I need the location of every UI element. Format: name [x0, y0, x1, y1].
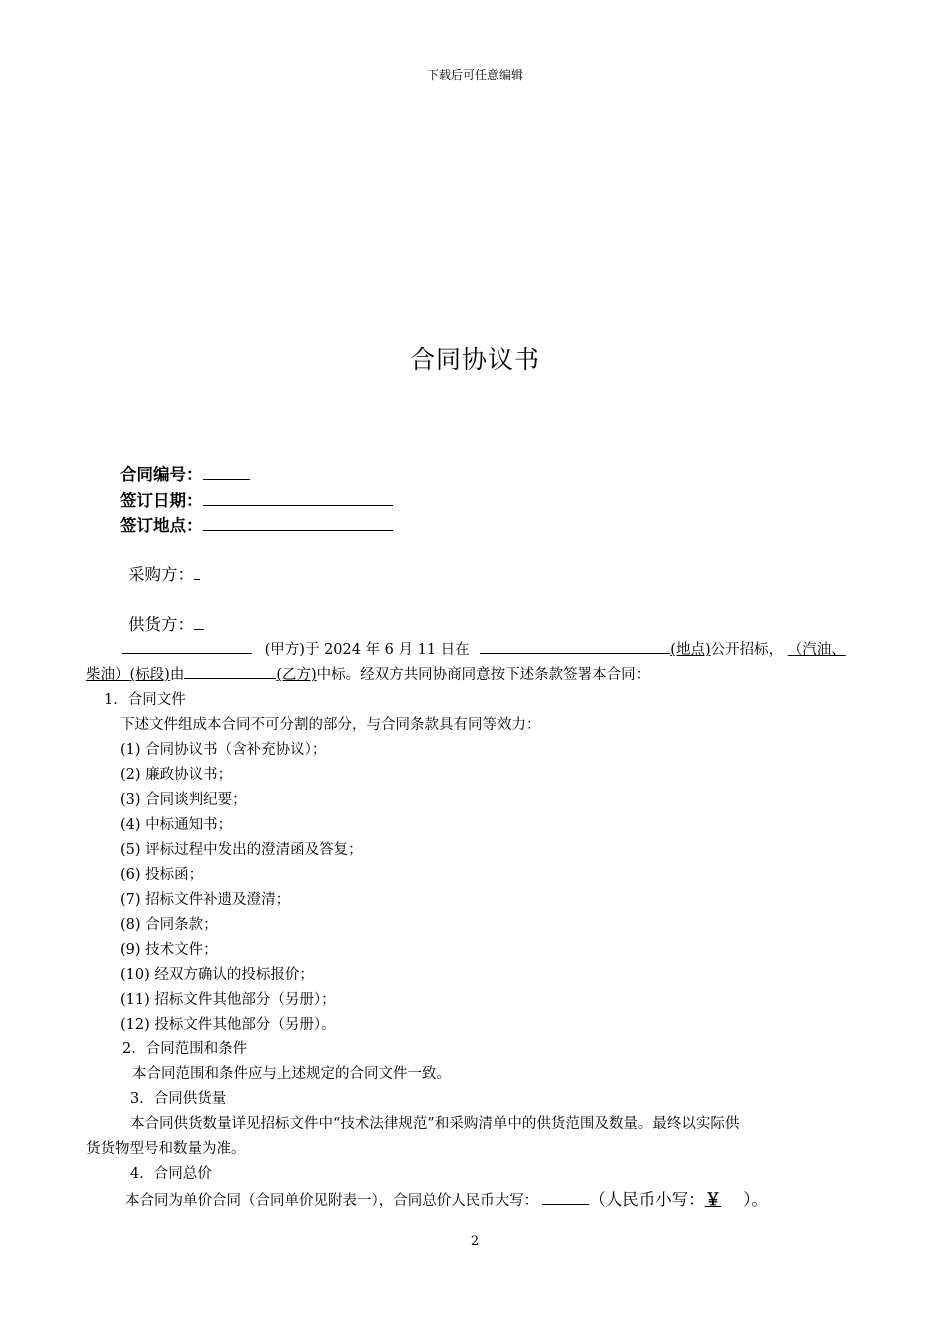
party-b-label: (乙方): [276, 667, 317, 683]
sign-date-label: 签订日期：: [120, 491, 203, 510]
buyer-row: [128, 561, 200, 585]
contract-number-label: 合同编号：: [120, 465, 203, 484]
small-amount-label: （人民币小写：: [589, 1190, 705, 1209]
section-2-text: 本合同范围和条件应与上述规定的合同文件一致。: [132, 1066, 451, 1082]
page-number: 2: [470, 1234, 480, 1249]
section-3-text-line-2: 货货物型号和数量为准。: [86, 1141, 246, 1157]
supplier-row: [128, 611, 204, 635]
intro-rest: 中标。经双方共同协商同意按下述条款签署本合同：: [316, 667, 651, 683]
open-bid-text: 公开招标，: [710, 642, 784, 658]
section-4-title: 4．合同总价: [130, 1166, 212, 1182]
doc-item-12: (12) 投标文件其他部分（另册）。: [120, 1017, 336, 1033]
contract-number-blank[interactable]: [203, 465, 250, 480]
section-1-title: 1．合同文件: [104, 692, 186, 708]
place-label: (地点): [670, 642, 711, 658]
section-4-text-row: [125, 1186, 768, 1210]
download-note: 下载后可任意编辑: [426, 68, 523, 82]
buyer-label: 采购方：: [128, 565, 194, 584]
party-a-label: (甲方): [264, 642, 305, 658]
lot-text: （汽油、: [787, 642, 846, 658]
bid-date-text: 于 2024 年 6 月 11 日在: [304, 642, 470, 658]
intro-line-2: [86, 663, 650, 684]
doc-item-10: (10) 经双方确认的投标报价；: [120, 967, 314, 983]
doc-item-4: (4) 中标通知书；: [120, 817, 233, 833]
doc-item-1: (1) 合同协议书（含补充协议）；: [120, 742, 327, 758]
lot-text-cont: 柴油）(标段): [86, 667, 170, 683]
doc-item-8: (8) 合同条款；: [120, 917, 218, 933]
intro-line-1: [122, 638, 846, 659]
doc-item-3: (3) 合同谈判纪要；: [120, 792, 247, 808]
sign-place-blank[interactable]: [203, 516, 393, 531]
sign-date-row: [120, 487, 393, 511]
document-title: 合同协议书: [409, 345, 540, 374]
section-1-text: 下述文件组成本合同不可分割的部分，与合同条款具有同等效力：: [120, 717, 541, 733]
party-b-blank[interactable]: [184, 665, 276, 679]
doc-item-2: (2) 廉政协议书；: [120, 767, 233, 783]
small-amount-close: ）。: [743, 1190, 768, 1209]
total-price-words-blank[interactable]: [542, 1191, 589, 1205]
sign-place-label: 签订地点：: [120, 516, 203, 535]
doc-item-11: (11) 招标文件其他部分（另册）；: [120, 992, 336, 1008]
bid-place-blank[interactable]: [480, 640, 670, 654]
doc-item-5: (5) 评标过程中发出的澄清函及答复；: [120, 842, 363, 858]
section-4-text: 本合同为单价合同（合同单价见附表一），合同总价人民币大写：: [125, 1193, 539, 1209]
contract-number-row: [120, 461, 250, 485]
by-text: 由: [169, 667, 185, 683]
buyer-blank[interactable]: [194, 566, 200, 580]
supplier-blank[interactable]: [194, 616, 204, 630]
section-3-title: 3．合同供货量: [130, 1091, 227, 1107]
sign-place-row: [120, 512, 393, 536]
sign-date-blank[interactable]: [203, 491, 393, 506]
supplier-label: 供货方：: [128, 615, 194, 634]
party-a-blank[interactable]: [122, 640, 252, 654]
currency-symbol[interactable]: ￥: [704, 1190, 722, 1209]
section-2-title: 2．合同范围和条件: [122, 1041, 248, 1057]
doc-item-9: (9) 技术文件；: [120, 942, 218, 958]
doc-item-7: (7) 招标文件补遗及澄清；: [120, 892, 291, 908]
section-3-text-line-1: 本合同供货数量详见招标文件中“技术法律规范”和采购清单中的供货范围及数量。最终以实际供: [130, 1116, 740, 1132]
doc-item-6: (6) 投标函；: [120, 867, 204, 883]
